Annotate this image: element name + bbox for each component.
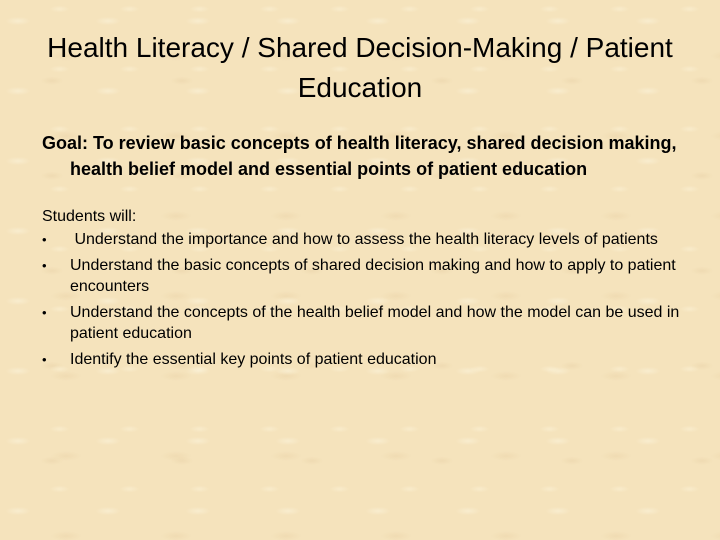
list-item-text: Understand the concepts of the health belief model and how the model can be used in patient education xyxy=(70,304,680,342)
bullet-icon: • xyxy=(42,305,47,320)
list-item-text: Identify the essential key points of patient education xyxy=(70,351,437,368)
bullet-icon: • xyxy=(42,232,47,247)
list-item-text: Understand the basic concepts of shared decision making and how to apply to patient encounters xyxy=(70,257,676,295)
students-intro: Students will: xyxy=(42,208,137,225)
objectives-list xyxy=(42,229,692,370)
list-item xyxy=(42,302,692,344)
goal-statement: Goal: To review basic concepts of health literacy, shared decision making, health belief model and essential points of patient education xyxy=(42,133,677,179)
bullet-icon: • xyxy=(42,258,47,273)
bullet-icon: • xyxy=(42,352,47,367)
list-item xyxy=(42,349,692,370)
list-item xyxy=(42,229,692,250)
list-item xyxy=(42,255,692,297)
list-item-text: Understand the importance and how to assess the health literacy levels of patients xyxy=(70,231,658,248)
slide-title: Health Literacy / Shared Decision-Making / Patient Education xyxy=(47,32,673,103)
objectives-section xyxy=(42,206,692,375)
